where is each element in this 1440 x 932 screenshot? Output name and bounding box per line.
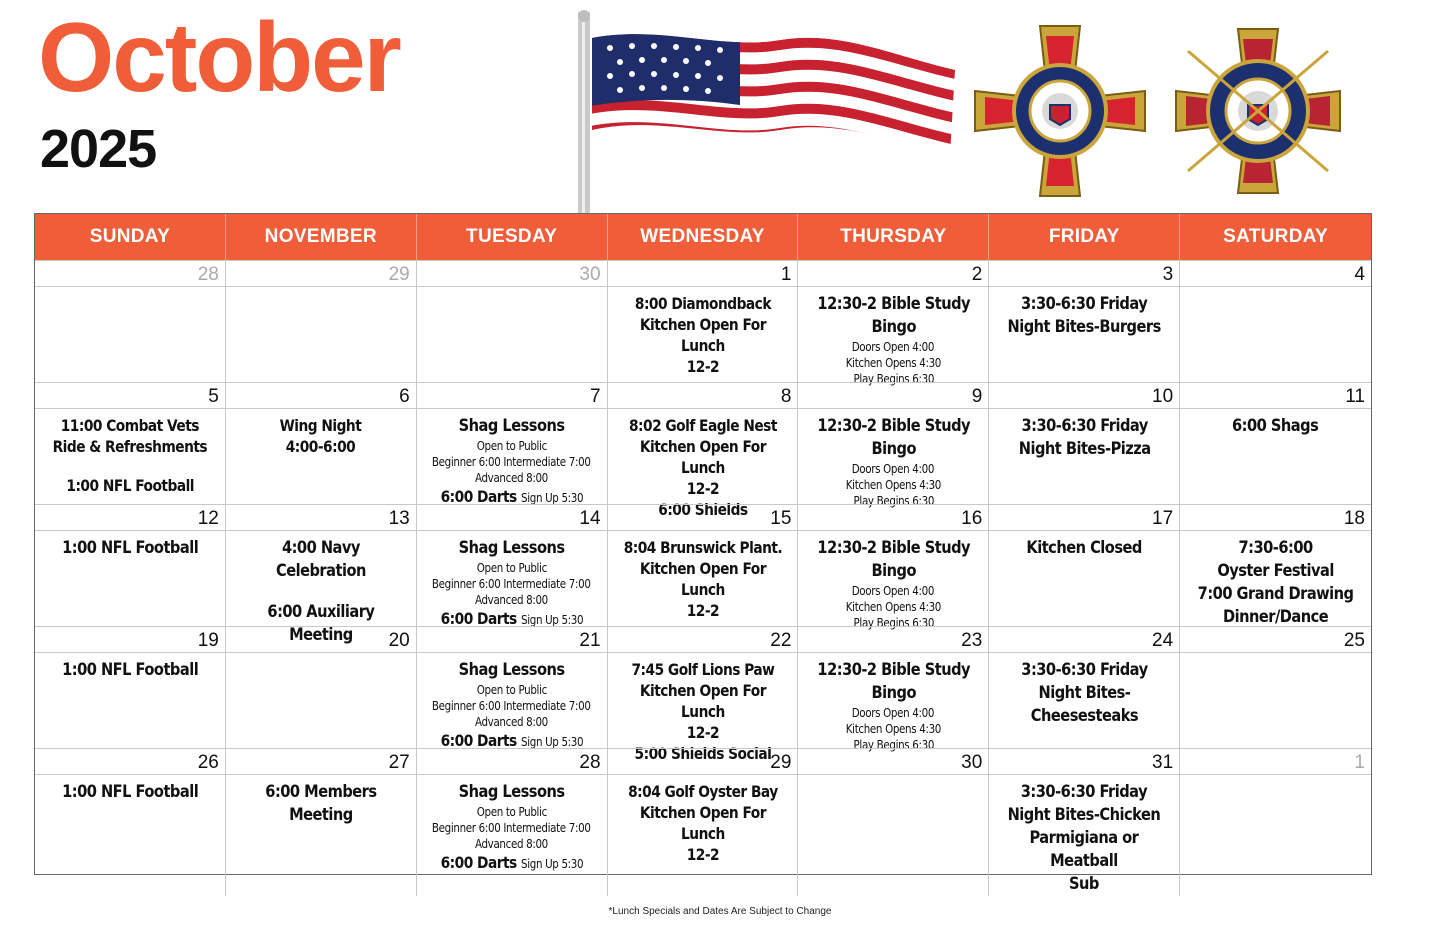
day-number: 8 (608, 382, 798, 409)
calendar-grid (34, 213, 1372, 894)
month-title: October (38, 2, 400, 112)
event-detail: Play Begins 6:30 (853, 616, 934, 630)
event-detail: Doors Open 4:00 (852, 340, 935, 354)
event-title-text: 12:30-2 Bible Study Bingo (817, 416, 970, 459)
day-cell[interactable] (417, 382, 608, 520)
day-number: 29 (608, 748, 798, 775)
event-title (62, 781, 198, 804)
day-events (35, 775, 225, 896)
event-title (621, 781, 784, 865)
day-cell[interactable] (798, 260, 989, 387)
american-flag-icon (570, 10, 960, 215)
event-detail: Kitchen Opens 4:30 (845, 478, 941, 492)
event-signup-note: Sign Up 5:30 (520, 735, 583, 749)
weekday-header (35, 214, 1371, 260)
event-title-text: 7:30-6:00 Oyster Festival 7:00 Grand Drawing Dinner/Dance (1197, 538, 1354, 627)
event-detail: Open to Public (476, 805, 547, 819)
event-title (66, 475, 194, 496)
weekday-label: NOVEMBER (226, 214, 417, 260)
day-events (417, 287, 607, 387)
day-number: 2 (798, 260, 988, 287)
weekday-label: THURSDAY (798, 214, 989, 260)
day-number: 26 (35, 748, 225, 775)
vfw-emblem-icon (970, 24, 1150, 199)
day-number: 19 (35, 626, 225, 653)
weekday-label: SATURDAY (1223, 226, 1328, 247)
day-cell[interactable] (1180, 382, 1371, 520)
weekday-label: FRIDAY (989, 214, 1180, 260)
day-cell[interactable] (35, 748, 226, 896)
day-number: 4 (1180, 260, 1371, 287)
event-detail: Beginner 6:00 Intermediate 7:00 (432, 821, 591, 835)
day-cell[interactable] (1180, 748, 1371, 896)
day-cell[interactable] (798, 382, 989, 520)
event-title (1232, 415, 1318, 438)
event-title (621, 293, 784, 377)
day-events (1180, 287, 1371, 387)
event-title (459, 659, 565, 682)
event-title-text: 1:00 NFL Football (61, 660, 198, 680)
event-detail: Doors Open 4:00 (852, 584, 935, 598)
event-detail: Kitchen Opens 4:30 (845, 722, 941, 736)
day-cell[interactable] (1180, 626, 1371, 764)
event-title (621, 537, 784, 621)
day-cell[interactable] (608, 748, 799, 896)
day-number: 16 (798, 504, 988, 531)
day-events (226, 287, 416, 387)
event-title-text: 6:00 Shags (1232, 416, 1319, 436)
day-number: 18 (1180, 504, 1371, 531)
weekday-label: TUESDAY (417, 214, 608, 260)
day-events (1180, 775, 1371, 896)
event-detail: Play Begins 6:30 (853, 738, 934, 752)
event-title (280, 415, 362, 457)
event-title-text: 1:00 NFL Football (61, 782, 198, 802)
event-title (817, 659, 970, 705)
day-number: 27 (226, 748, 416, 775)
day-events (989, 775, 1179, 896)
day-number: 23 (798, 626, 988, 653)
event-detail: Beginner 6:00 Intermediate 7:00 (432, 577, 591, 591)
event-title (62, 659, 198, 682)
day-events (989, 287, 1179, 387)
event-detail: Kitchen Opens 4:30 (845, 356, 941, 370)
day-number: 5 (35, 382, 225, 409)
event-title-text: Shag Lessons (458, 416, 565, 436)
day-events (608, 775, 798, 896)
day-cell[interactable] (35, 626, 226, 764)
event-title (1008, 293, 1161, 339)
day-cell[interactable] (226, 382, 417, 520)
event-signup-note: Sign Up 5:30 (520, 491, 583, 505)
event-title-text: 6:00 Darts (440, 609, 517, 628)
event-title-text: 8:02 Golf Eagle Nest Kitchen Open For Lunch 12-2 6:00 Shields (628, 416, 777, 519)
day-number: 28 (35, 260, 225, 287)
day-number: 17 (989, 504, 1179, 531)
event-title-text: 6:00 Darts (440, 731, 517, 750)
day-number: 7 (417, 382, 607, 409)
event-title-text: 3:30-6:30 Friday Night Bites-Pizza (1018, 416, 1151, 459)
event-title-text: 3:30-6:30 Friday Night Bites-Burgers (1007, 294, 1161, 337)
event-detail: Open to Public (476, 439, 547, 453)
event-detail: Advanced 8:00 (475, 593, 549, 607)
day-cell[interactable] (989, 260, 1180, 387)
footnote: *Lunch Specials and Dates Are Subject to Change (608, 906, 832, 917)
calendar-week (35, 260, 1371, 386)
event-title (459, 415, 565, 438)
event-detail: Play Begins 6:30 (853, 494, 934, 508)
event-title (817, 537, 970, 583)
day-cell[interactable] (798, 626, 989, 764)
event-detail: Advanced 8:00 (475, 837, 549, 851)
event-title-text: 7:45 Golf Lions Paw Kitchen Open For Lunch 12-2 5:00 Shields Social (631, 660, 774, 763)
year-title: 2025 (40, 119, 157, 179)
calendar-weeks (35, 260, 1371, 894)
event-title-text: Shag Lessons (458, 782, 565, 802)
day-cell[interactable] (608, 260, 799, 387)
day-number: 30 (798, 748, 988, 775)
day-number: 1 (1180, 748, 1371, 775)
day-cell[interactable] (35, 260, 226, 387)
day-number: 6 (226, 382, 416, 409)
day-cell[interactable] (989, 748, 1180, 896)
event-title-text: 8:00 Diamondback Kitchen Open For Lunch 12-2 (634, 294, 771, 376)
day-number: 24 (989, 626, 1179, 653)
day-cell[interactable] (989, 382, 1180, 520)
day-cell[interactable] (35, 382, 226, 520)
day-cell[interactable] (1180, 260, 1371, 387)
day-number: 12 (35, 504, 225, 531)
event-title (1003, 781, 1166, 896)
day-cell[interactable] (608, 626, 799, 764)
event-title-text: 6:00 Darts (440, 487, 517, 506)
day-events (35, 287, 225, 387)
event-detail: Play Begins 6:30 (853, 372, 934, 386)
event-title-text: 4:00 Navy Celebration (275, 538, 366, 581)
weekday-label: WEDNESDAY (608, 214, 799, 260)
day-number: 28 (417, 748, 607, 775)
event-detail: Open to Public (476, 683, 547, 697)
event-detail: Beginner 6:00 Intermediate 7:00 (432, 699, 591, 713)
event-title (817, 293, 970, 339)
day-cell[interactable] (417, 260, 608, 387)
day-number: 1 (608, 260, 798, 287)
event-title-text: 12:30-2 Bible Study Bingo (817, 660, 970, 703)
day-cell[interactable] (417, 626, 608, 764)
event-title-text: Shag Lessons (458, 660, 565, 680)
event-title-text: 6:00 Members Meeting (265, 782, 377, 825)
event-detail: Open to Public (476, 561, 547, 575)
day-cell[interactable] (226, 626, 417, 764)
day-number: 15 (608, 504, 798, 531)
day-events (417, 775, 607, 896)
day-number: 3 (989, 260, 1179, 287)
event-title (239, 537, 402, 583)
event-title-text: 12:30-2 Bible Study Bingo (817, 294, 970, 337)
event-title-text: 1:00 NFL Football (61, 538, 198, 558)
day-number: 9 (798, 382, 988, 409)
event-detail: Doors Open 4:00 (852, 706, 935, 720)
event-detail: Doors Open 4:00 (852, 462, 935, 476)
vfw-auxiliary-emblem-icon (1168, 24, 1348, 199)
event-title (53, 415, 208, 457)
event-title (817, 415, 970, 461)
day-cell[interactable] (417, 748, 608, 896)
day-number: 13 (226, 504, 416, 531)
event-title (440, 852, 583, 875)
event-detail: Advanced 8:00 (475, 715, 549, 729)
event-title-text: 3:30-6:30 Friday Night Bites-Chicken Parmigiana or Meatball Sub (1007, 782, 1161, 894)
day-number: 14 (417, 504, 607, 531)
day-cell[interactable] (226, 748, 417, 896)
event-detail: Advanced 8:00 (475, 471, 549, 485)
event-title (239, 781, 402, 827)
day-number: 10 (989, 382, 1179, 409)
event-title-text: 6:00 Auxiliary Meeting (267, 602, 375, 645)
day-number: 22 (608, 626, 798, 653)
event-signup-note: Sign Up 5:30 (520, 613, 583, 627)
day-cell[interactable] (989, 626, 1180, 764)
event-detail: Beginner 6:00 Intermediate 7:00 (432, 455, 591, 469)
event-title-text: Wing Night 4:00-6:00 (279, 416, 362, 456)
day-number: 30 (417, 260, 607, 287)
event-title (459, 781, 565, 804)
day-number: 11 (1180, 382, 1371, 409)
day-events (226, 775, 416, 896)
weekday-label: SUNDAY (35, 214, 226, 260)
calendar-week (35, 748, 1371, 894)
event-title-text: 12:30-2 Bible Study Bingo (817, 538, 970, 581)
day-number: 20 (226, 626, 416, 653)
day-cell[interactable] (226, 260, 417, 387)
event-title-text: 3:30-6:30 Friday Night Bites- Cheesesteaks (1021, 660, 1148, 726)
event-title (1018, 415, 1150, 461)
day-events (798, 287, 988, 387)
day-number: 31 (989, 748, 1179, 775)
day-cell[interactable] (798, 748, 989, 896)
day-number: 21 (417, 626, 607, 653)
event-title (1026, 537, 1141, 560)
event-title-text: 11:00 Combat Vets Ride & Refreshments (52, 416, 208, 456)
event-title (62, 537, 198, 560)
day-events (608, 287, 798, 387)
event-title-text: Kitchen Closed (1026, 538, 1142, 558)
event-title-text: 6:00 Darts (440, 853, 517, 872)
day-cell[interactable] (608, 382, 799, 520)
event-title-text: 1:00 NFL Football (66, 476, 194, 495)
event-title-text: Shag Lessons (458, 538, 565, 558)
event-title (1021, 659, 1147, 728)
day-events (798, 775, 988, 896)
event-signup-note: Sign Up 5:30 (520, 857, 583, 871)
day-number: 29 (226, 260, 416, 287)
event-title (459, 537, 565, 560)
event-detail: Kitchen Opens 4:30 (845, 600, 941, 614)
event-title (1198, 537, 1354, 629)
event-title-text: 8:04 Golf Oyster Bay Kitchen Open For Lunch 12-2 (627, 782, 778, 864)
event-title-text: 8:04 Brunswick Plant. Kitchen Open For Lunch 12-2 (623, 538, 782, 620)
day-number: 25 (1180, 626, 1371, 653)
